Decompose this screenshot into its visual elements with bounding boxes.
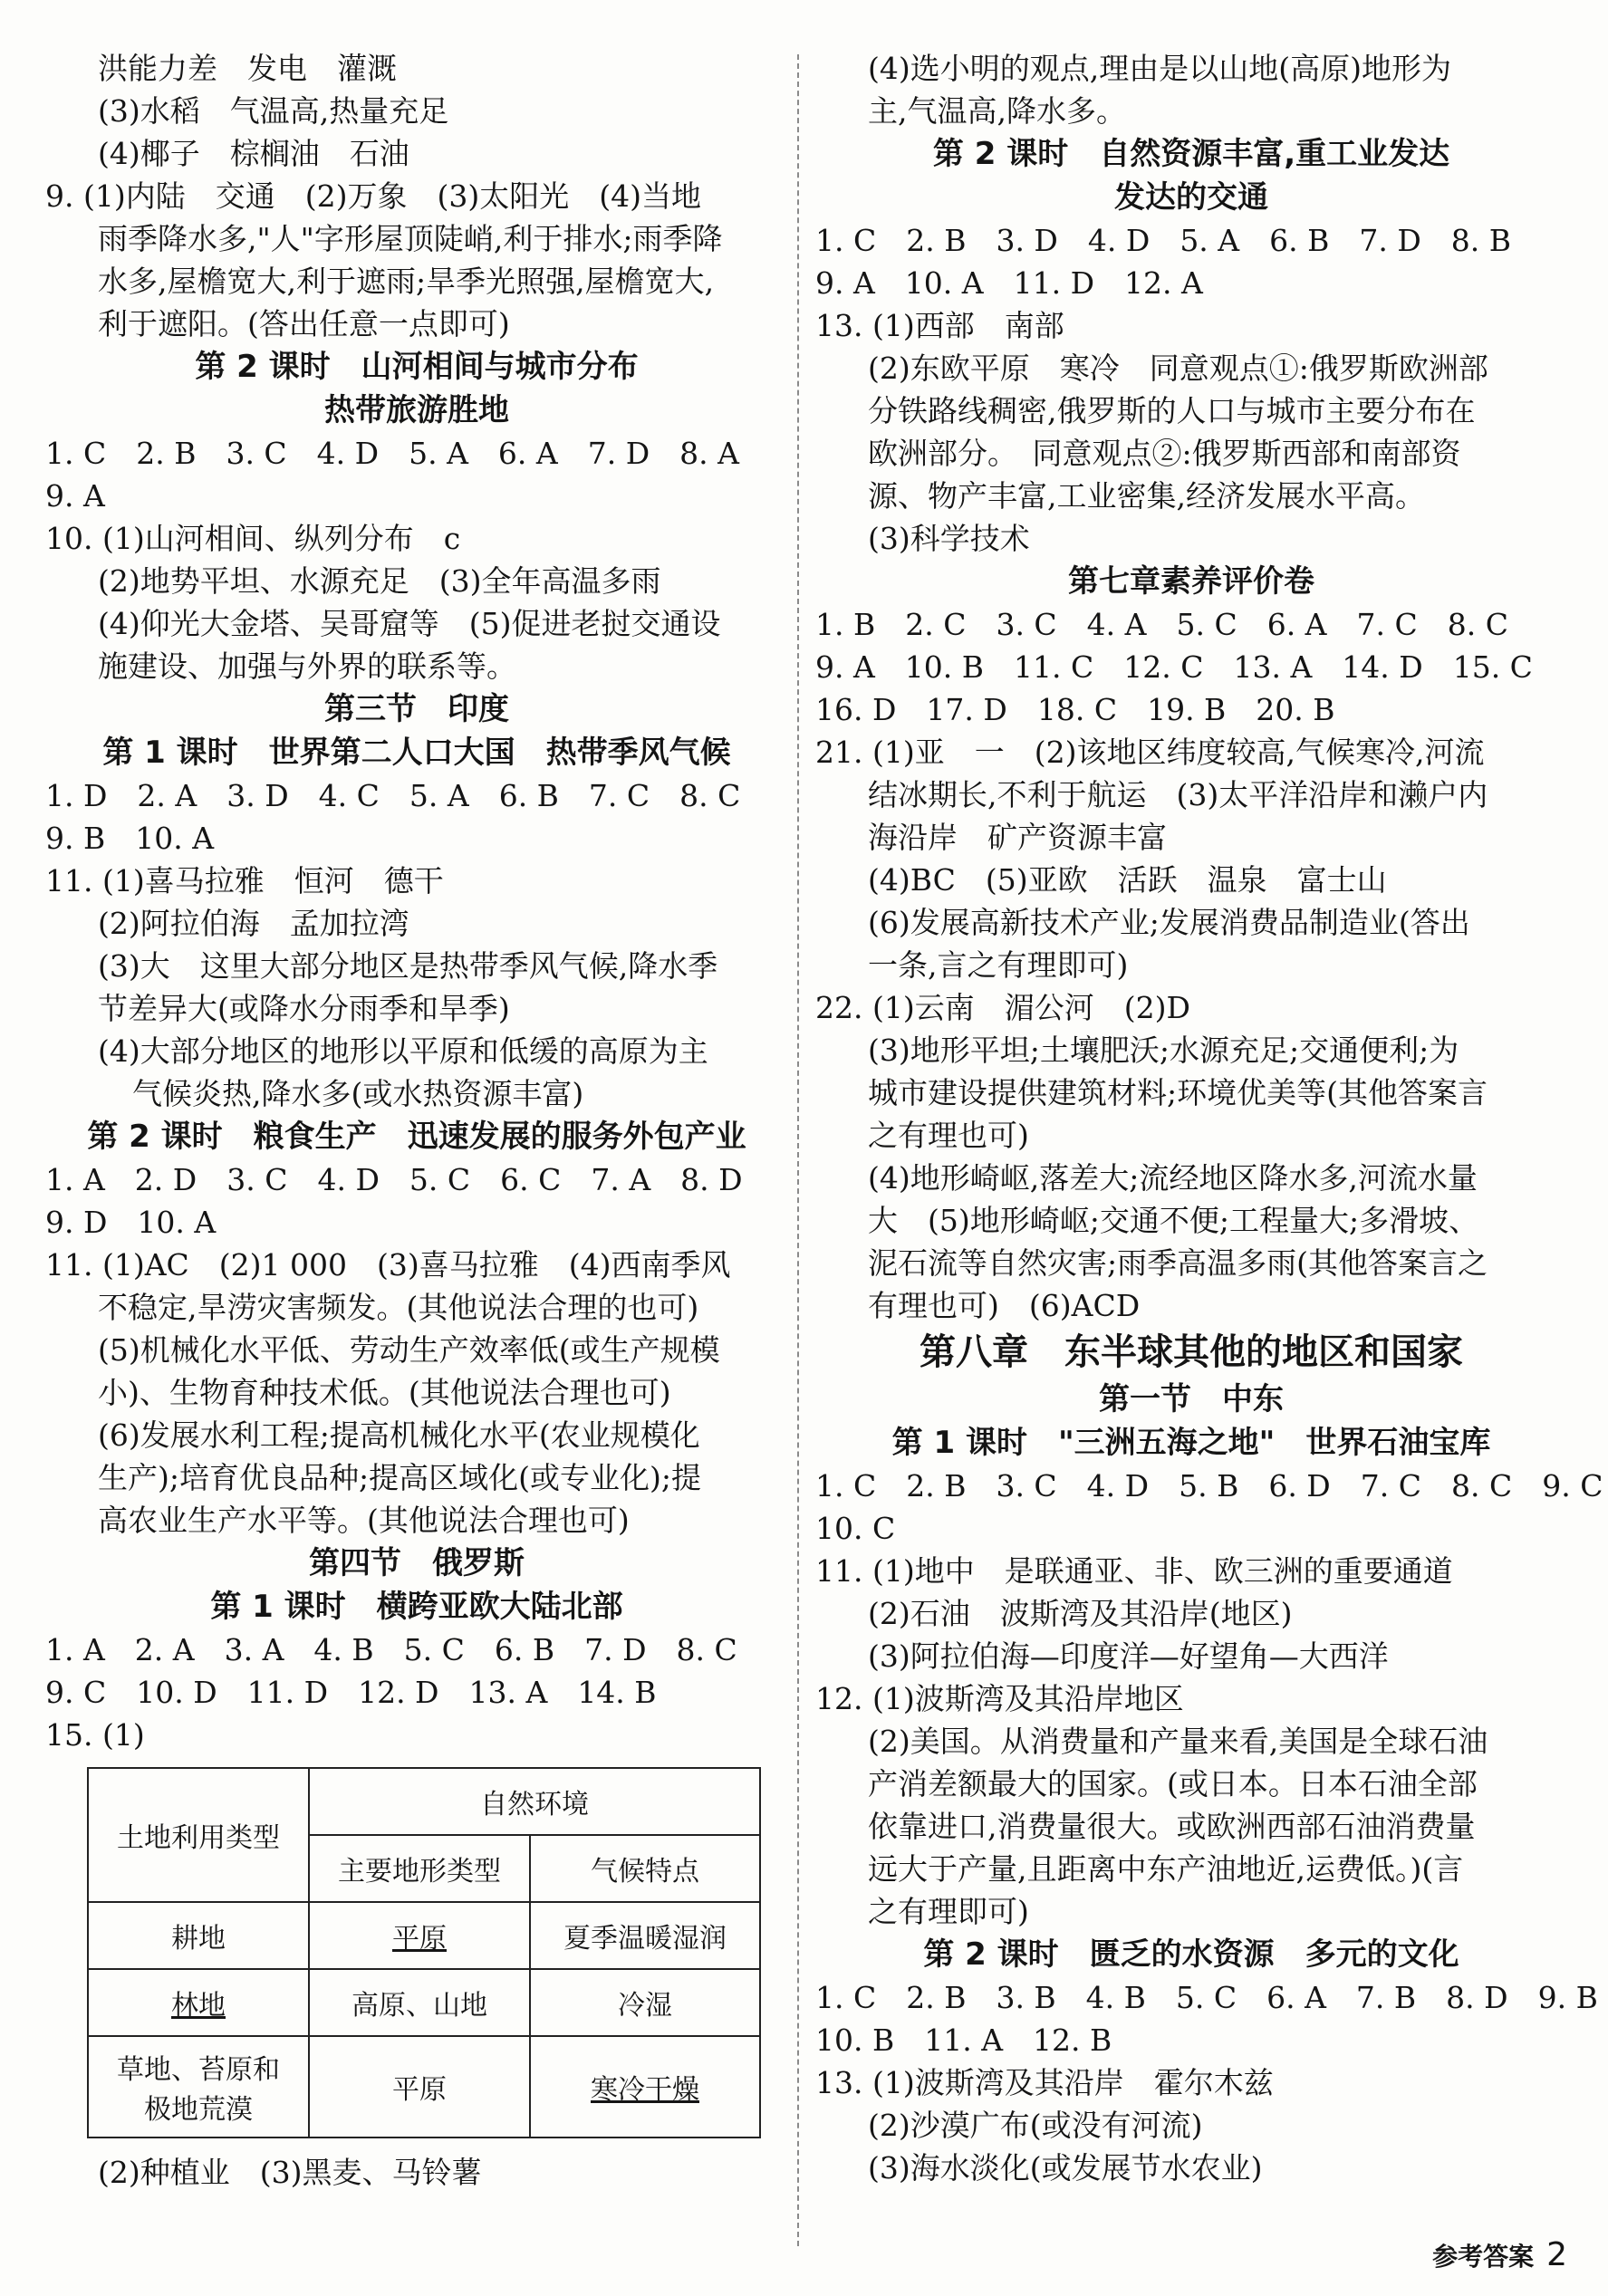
answer-line: (4)仰光大金塔、吴哥窟等 (5)促进老挝交通设 xyxy=(98,606,721,641)
answer-line: (3)地形平坦;土壤肥沃;水源充足;交通便利;为 xyxy=(868,1033,1459,1068)
answer-line: 结冰期长,不利于航运 (3)太平洋沿岸和濑户内 xyxy=(868,777,1488,812)
answer-line: 节差异大(或降水分雨季和旱季) xyxy=(98,991,510,1026)
answer-line: (4)BC (5)亚欧 活跃 温泉 富士山 xyxy=(868,862,1387,898)
lesson-heading: 发达的交通 xyxy=(1114,179,1268,216)
answer-line: 1. C 2. B 3. C 4. D 5. B 6. D 7. C 8. C 9. C xyxy=(815,1468,1603,1503)
answer-line: 有理也可) (6)ACD xyxy=(868,1288,1141,1323)
right-column xyxy=(815,47,1603,2189)
footer-label: 参考答案 xyxy=(1432,2242,1535,2272)
table-cell xyxy=(88,2036,309,2137)
answer-line: (2)沙漠广布(或没有河流) xyxy=(868,2108,1203,2143)
table-header: 主要地形类型 xyxy=(309,1835,530,1902)
answer-line: (4)大部分地区的地形以平原和低缓的高原为主 xyxy=(98,1033,708,1069)
table-cell: 寒冷干燥 xyxy=(530,2036,760,2137)
answer-line: (3)海水淡化(或发展节水农业) xyxy=(868,2150,1263,2186)
answer-line: 泥石流等自然灾害;雨季高温多雨(其他答案言之 xyxy=(868,1245,1488,1281)
answer-line: 13. (1)波斯湾及其沿岸 霍尔木兹 xyxy=(815,2065,1274,2100)
answer-line: 10. B 11. A 12. B xyxy=(815,2022,1112,2058)
answer-line: 9. D 10. A xyxy=(45,1205,217,1240)
lesson-heading: 第 1 课时 横跨亚欧大陆北部 xyxy=(210,1589,623,1625)
answer-line: 1. C 2. B 3. D 4. D 5. A 6. B 7. D 8. B xyxy=(815,223,1512,258)
answer-line: 施建设、加强与外界的联系等。 xyxy=(98,648,516,684)
answer-line: 11. (1)喜马拉雅 恒河 德干 xyxy=(45,863,444,898)
land-use-table xyxy=(87,1767,761,2138)
page-number: 2 xyxy=(1546,2236,1567,2273)
answer-line: 雨季降水多,"人"字形屋顶陡峭,利于排水;雨季降 xyxy=(98,221,723,256)
answer-line: 13. (1)西部 南部 xyxy=(815,308,1064,343)
answer-line: (3)大 这里大部分地区是热带季风气候,降水季 xyxy=(98,948,718,984)
answer-line: 1. B 2. C 3. C 4. A 5. C 6. A 7. C 8. C xyxy=(815,607,1508,642)
answer-line: 1. A 2. A 3. A 4. B 5. C 6. B 7. D 8. C xyxy=(45,1632,737,1667)
table-header: 土地利用类型 xyxy=(88,1768,309,1902)
answer-line: 9. A xyxy=(45,478,105,514)
answer-line: 水多,屋檐宽大,利于遮雨;旱季光照强,屋檐宽大, xyxy=(98,264,715,299)
lesson-heading: 第 1 课时 世界第二人口大国 热带季风气候 xyxy=(102,735,731,771)
lesson-heading: 第 1 课时 "三洲五海之地" 世界石油宝库 xyxy=(891,1425,1491,1461)
answer-line: 产消差额最大的国家。(或日本。日本石油全部 xyxy=(868,1766,1478,1801)
table-cell-line: 极地荒漠 xyxy=(144,2094,253,2126)
answer-line: 之有理即可) xyxy=(868,1894,1029,1929)
answer-line: 欧洲部分。 同意观点②:俄罗斯西部和南部资 xyxy=(868,436,1461,471)
column-divider xyxy=(797,54,799,2246)
answer-line: 1. D 2. A 3. D 4. C 5. A 6. B 7. C 8. C xyxy=(45,778,741,813)
table-cell-line: 草地、苔原和 xyxy=(117,2054,280,2086)
answer-line: (4)地形崎岖,落差大;流经地区降水多,河流水量 xyxy=(868,1160,1478,1196)
answer-line: 10. C xyxy=(815,1511,896,1546)
answer-line: (4)椰子 棕榈油 石油 xyxy=(98,136,409,171)
lesson-heading: 热带旅游胜地 xyxy=(324,392,509,428)
section-heading: 第七章素养评价卷 xyxy=(1068,563,1314,600)
table-header: 自然环境 xyxy=(309,1768,760,1835)
table-cell: 耕地 xyxy=(88,1902,309,1969)
answer-line: 海沿岸 矿产资源丰富 xyxy=(868,820,1167,855)
answer-line: 11. (1)AC (2)1 000 (3)喜马拉雅 (4)西南季风 xyxy=(45,1247,731,1282)
table-cell: 平原 xyxy=(309,1902,530,1969)
answer-line: 不稳定,旱涝灾害频发。(其他说法合理的也可) xyxy=(98,1290,699,1325)
answer-line: 1. A 2. D 3. C 4. D 5. C 6. C 7. A 8. D xyxy=(45,1162,743,1197)
answer-line: (6)发展水利工程;提高机械化水平(农业规模化 xyxy=(98,1417,700,1453)
answer-line: 气候炎热,降水多(或水热资源丰富) xyxy=(132,1076,584,1111)
answer-line: 远大于产量,且距离中东产油地近,运费低。)(言 xyxy=(868,1851,1464,1887)
chapter-heading: 第八章 东半球其他的地区和国家 xyxy=(920,1331,1463,1373)
lesson-heading: 第 2 课时 粮食生产 迅速发展的服务外包产业 xyxy=(87,1119,746,1155)
answer-line: 洪能力差 发电 灌溉 xyxy=(98,51,397,86)
answer-line: 15. (1) xyxy=(45,1717,145,1753)
lesson-heading: 第 2 课时 山河相间与城市分布 xyxy=(195,349,639,385)
answer-line: 9. (1)内陆 交通 (2)万象 (3)太阳光 (4)当地 xyxy=(45,178,701,214)
answer-line: 1. C 2. B 3. B 4. B 5. C 6. A 7. B 8. D 9. B xyxy=(815,1980,1598,2015)
answer-line: (3)水稻 气温高,热量充足 xyxy=(98,93,449,129)
lesson-heading: 第 2 课时 匮乏的水资源 多元的文化 xyxy=(923,1936,1459,1973)
table-row xyxy=(88,1969,760,2036)
answer-line: 1. C 2. B 3. C 4. D 5. A 6. A 7. D 8. A xyxy=(45,436,739,471)
section-heading: 第一节 中东 xyxy=(1099,1381,1284,1417)
answer-line: (2)美国。从消费量和产量来看,美国是全球石油 xyxy=(868,1724,1488,1759)
table-header: 气候特点 xyxy=(530,1835,760,1902)
answer-line: (2)种植业 (3)黑麦、马铃薯 xyxy=(98,2155,482,2190)
answer-line: (2)地势平坦、水源充足 (3)全年高温多雨 xyxy=(98,563,661,599)
answer-line: (5)机械化水平低、劳动生产效率低(或生产规模 xyxy=(98,1332,720,1368)
table-cell: 夏季温暖湿润 xyxy=(530,1902,760,1969)
answer-line: 9. C 10. D 11. D 12. D 13. A 14. B xyxy=(45,1675,657,1710)
answer-line: 16. D 17. D 18. C 19. B 20. B xyxy=(815,692,1335,727)
answer-line: 生产);培育优良品种;提高区域化(或专业化);提 xyxy=(98,1460,701,1495)
answer-line: 之有理也可) xyxy=(868,1118,1029,1153)
answer-line: (2)石油 波斯湾及其沿岸(地区) xyxy=(868,1596,1293,1631)
table-row xyxy=(88,1902,760,1969)
left-column xyxy=(45,47,788,2194)
table-cell: 冷湿 xyxy=(530,1969,760,2036)
answer-line: 源、物产丰富,工业密集,经济发展水平高。 xyxy=(868,478,1425,514)
answer-line: 21. (1)亚 一 (2)该地区纬度较高,气候寒冷,河流 xyxy=(815,735,1485,770)
answer-line: (4)选小明的观点,理由是以山地(高原)地形为 xyxy=(868,51,1451,86)
lesson-heading: 第 2 课时 自然资源丰富,重工业发达 xyxy=(932,136,1450,172)
section-heading: 第三节 印度 xyxy=(324,691,509,727)
answer-line: 12. (1)波斯湾及其沿岸地区 xyxy=(815,1681,1184,1716)
table-cell: 平原 xyxy=(309,2036,530,2137)
table-row xyxy=(88,2036,760,2137)
answer-line: (6)发展高新技术产业;发展消费品制造业(答出 xyxy=(868,905,1470,940)
answer-line: (2)东欧平原 寒冷 同意观点①:俄罗斯欧洲部 xyxy=(868,351,1488,386)
answer-line: 9. A 10. A 11. D 12. A xyxy=(815,265,1203,301)
answer-line: 利于遮阳。(答出任意一点即可) xyxy=(98,306,510,341)
answer-line: 大 (5)地形崎岖;交通不便;工程量大;多滑坡、 xyxy=(868,1203,1479,1238)
answer-line: 小)、生物育种技术低。(其他说法合理也可) xyxy=(98,1375,671,1410)
answer-line: 分铁路线稠密,俄罗斯的人口与城市主要分布在 xyxy=(868,393,1476,428)
answer-line: 22. (1)云南 湄公河 (2)D xyxy=(815,990,1190,1025)
table-cell: 林地 xyxy=(88,1969,309,2036)
section-heading: 第四节 俄罗斯 xyxy=(309,1545,525,1581)
answer-line: (3)科学技术 xyxy=(868,521,1030,556)
page-footer xyxy=(1432,2236,1567,2273)
answer-line: 一条,言之有理即可) xyxy=(868,947,1129,983)
answer-line: 高农业生产水平等。(其他说法合理也可) xyxy=(98,1503,630,1538)
answer-line: 9. B 10. A xyxy=(45,821,215,856)
answer-line: 10. (1)山河相间、纵列分布 c xyxy=(45,521,461,556)
answer-line: (3)阿拉伯海—印度洋—好望角—大西洋 xyxy=(868,1638,1389,1674)
answer-line: 城市建设提供建筑材料;环境优美等(其他答案言 xyxy=(868,1075,1488,1110)
answer-line: 主,气温高,降水多。 xyxy=(868,93,1126,129)
answer-line: 11. (1)地中 是联通亚、非、欧三洲的重要通道 xyxy=(815,1553,1453,1589)
answer-line: 依靠进口,消费量很大。或欧洲西部石油消费量 xyxy=(868,1809,1476,1844)
table-cell: 高原、山地 xyxy=(309,1969,530,2036)
answer-line: 9. A 10. B 11. C 12. C 13. A 14. D 15. C xyxy=(815,649,1533,685)
answer-line: (2)阿拉伯海 孟加拉湾 xyxy=(98,906,409,941)
